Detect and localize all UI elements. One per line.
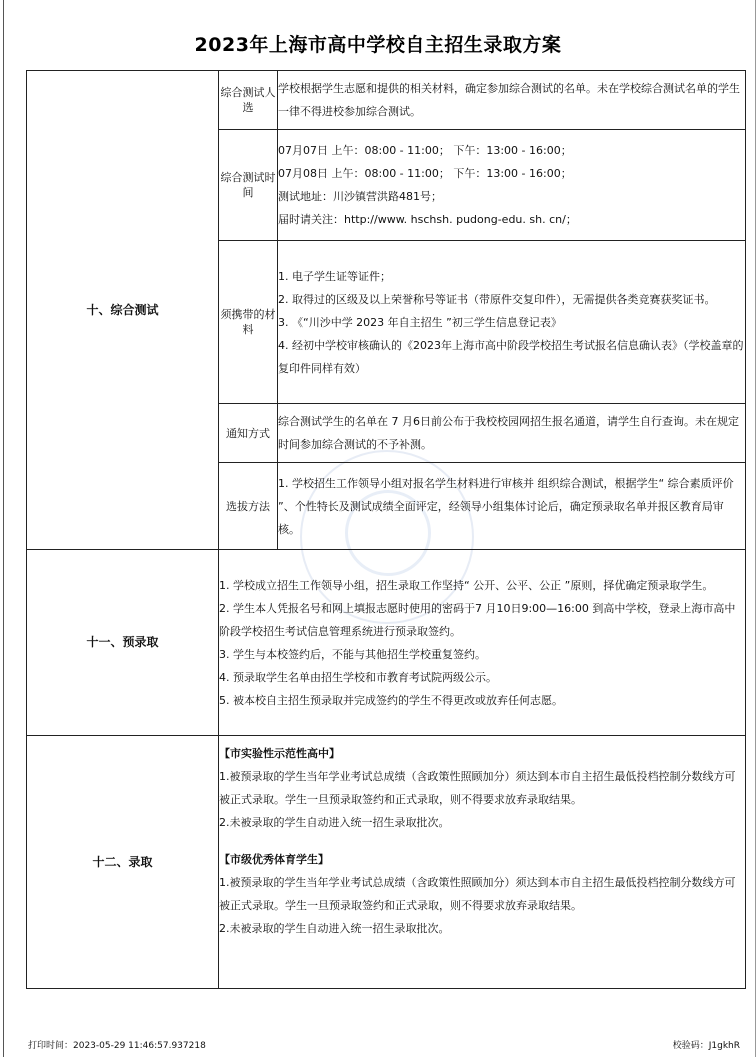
row-label: 综合测试时间 xyxy=(219,130,278,241)
row-content xyxy=(278,71,746,130)
content-line: 2.未被录取的学生自动进入统一招生录取批次。 xyxy=(219,922,450,935)
block-title: 【市实验性示范性高中】 xyxy=(219,747,340,760)
row-content xyxy=(278,241,746,404)
content-line: 届时请关注：http://www. hschsh. pudong-edu. sh. cn/； xyxy=(278,213,577,226)
row-label: 须携带的材料 xyxy=(219,241,278,404)
content-line: 1. 学校招生工作领导小组对报名学生材料进行审核并 组织综合测试，根据学生“ 综合素质评价 ”、个性特长及测试成绩全面评定，经领导小组集体讨论后，确定预录取名单并报区教育局审核。 xyxy=(278,476,734,536)
content-line: 2.未被录取的学生自动进入统一招生录取批次。 xyxy=(219,816,450,829)
block-title: 【市级优秀体育学生】 xyxy=(219,853,329,866)
section-heading-12: 十二、录取 xyxy=(27,736,219,989)
content-line: 1.被预录取的学生当年学业考试总成绩（含政策性照顾加分）须达到本市自主招生最低投档控制分数线方可被正式录取。学生一旦预录取签约和正式录取，则不得要求放弃录取结果。 xyxy=(219,876,736,912)
content-line: 07月07日 上午：08:00 - 11:00； 下午：13:00 - 16:00； xyxy=(278,144,572,157)
content-line: 1. 学校成立招生工作领导小组，招生录取工作坚持“ 公开、公平、公正 ”原则，择优确定预录取学生。 xyxy=(219,578,714,592)
row-label: 综合测试人选 xyxy=(219,71,278,130)
content-line: 测试地址：川沙镇营洪路481号； xyxy=(278,190,442,203)
content-line: 学校根据学生志愿和提供的相关材料，确定参加综合测试的名单。未在学校综合测试名单的学生一律不得进校参加综合测试。 xyxy=(278,82,740,118)
content-line: 4. 预录取学生名单由招生学校和市教育考试院两级公示。 xyxy=(219,670,497,684)
admission-table xyxy=(26,70,746,989)
section-heading-11: 十一、预录取 xyxy=(27,550,219,736)
table-row xyxy=(27,71,746,130)
row-content xyxy=(219,550,746,736)
row-label: 通知方式 xyxy=(219,404,278,463)
spacer xyxy=(219,834,745,848)
row-content xyxy=(278,463,746,550)
page-border-left xyxy=(3,0,4,1057)
document-title: 2023年上海市高中学校自主招生录取方案 xyxy=(194,34,562,56)
table-row xyxy=(27,550,746,736)
content-line: 3. 《“川沙中学 2023 年自主招生 ”初三学生信息登记表》 xyxy=(278,315,562,329)
row-content xyxy=(278,404,746,463)
content-line: 4. 经初中学校审核确认的《2023年上海市高中阶段学校招生考试报名信息确认表》（学校盖章的复印件同样有效） xyxy=(278,338,744,375)
row-content xyxy=(219,736,746,989)
content-line: 07月08日 上午：08:00 - 11:00； 下午：13:00 - 16:00； xyxy=(278,167,572,180)
row-label: 选拔方法 xyxy=(219,463,278,550)
content-line: 2. 取得过的区级及以上荣誉称号等证书（带原件交复印件），无需提供各类竞赛获奖证书。 xyxy=(278,292,716,306)
content-line: 综合测试学生的名单在 7 月6日前公布于我校校园网招生报名通道，请学生自行查询。未在规定时间参加综合测试的不予补测。 xyxy=(278,415,739,451)
row-content xyxy=(278,130,746,241)
print-time: 打印时间：2023-05-29 11:46:57.937218 xyxy=(28,1041,206,1051)
section-heading-10: 十、综合测试 xyxy=(27,71,219,550)
content-line: 5. 被本校自主招生预录取并完成签约的学生不得更改或放弃任何志愿。 xyxy=(219,693,563,707)
content-line: 3. 学生与本校签约后，不能与其他招生学校重复签约。 xyxy=(219,647,486,661)
table-row xyxy=(27,736,746,989)
content-line: 1. 电子学生证等证件； xyxy=(278,269,391,283)
check-code: 校验码：J1gkhR xyxy=(672,1041,740,1051)
content-line: 1.被预录取的学生当年学业考试总成绩（含政策性照顾加分）须达到本市自主招生最低投档控制分数线方可被正式录取。学生一旦预录取签约和正式录取，则不得要求放弃录取结果。 xyxy=(219,770,736,806)
content-line: 2. 学生本人凭报名号和网上填报志愿时使用的密码于7 月10日9:00—16:00 到高中学校，登录上海市高中阶段学校招生考试信息管理系统进行预录取签约。 xyxy=(219,601,736,638)
